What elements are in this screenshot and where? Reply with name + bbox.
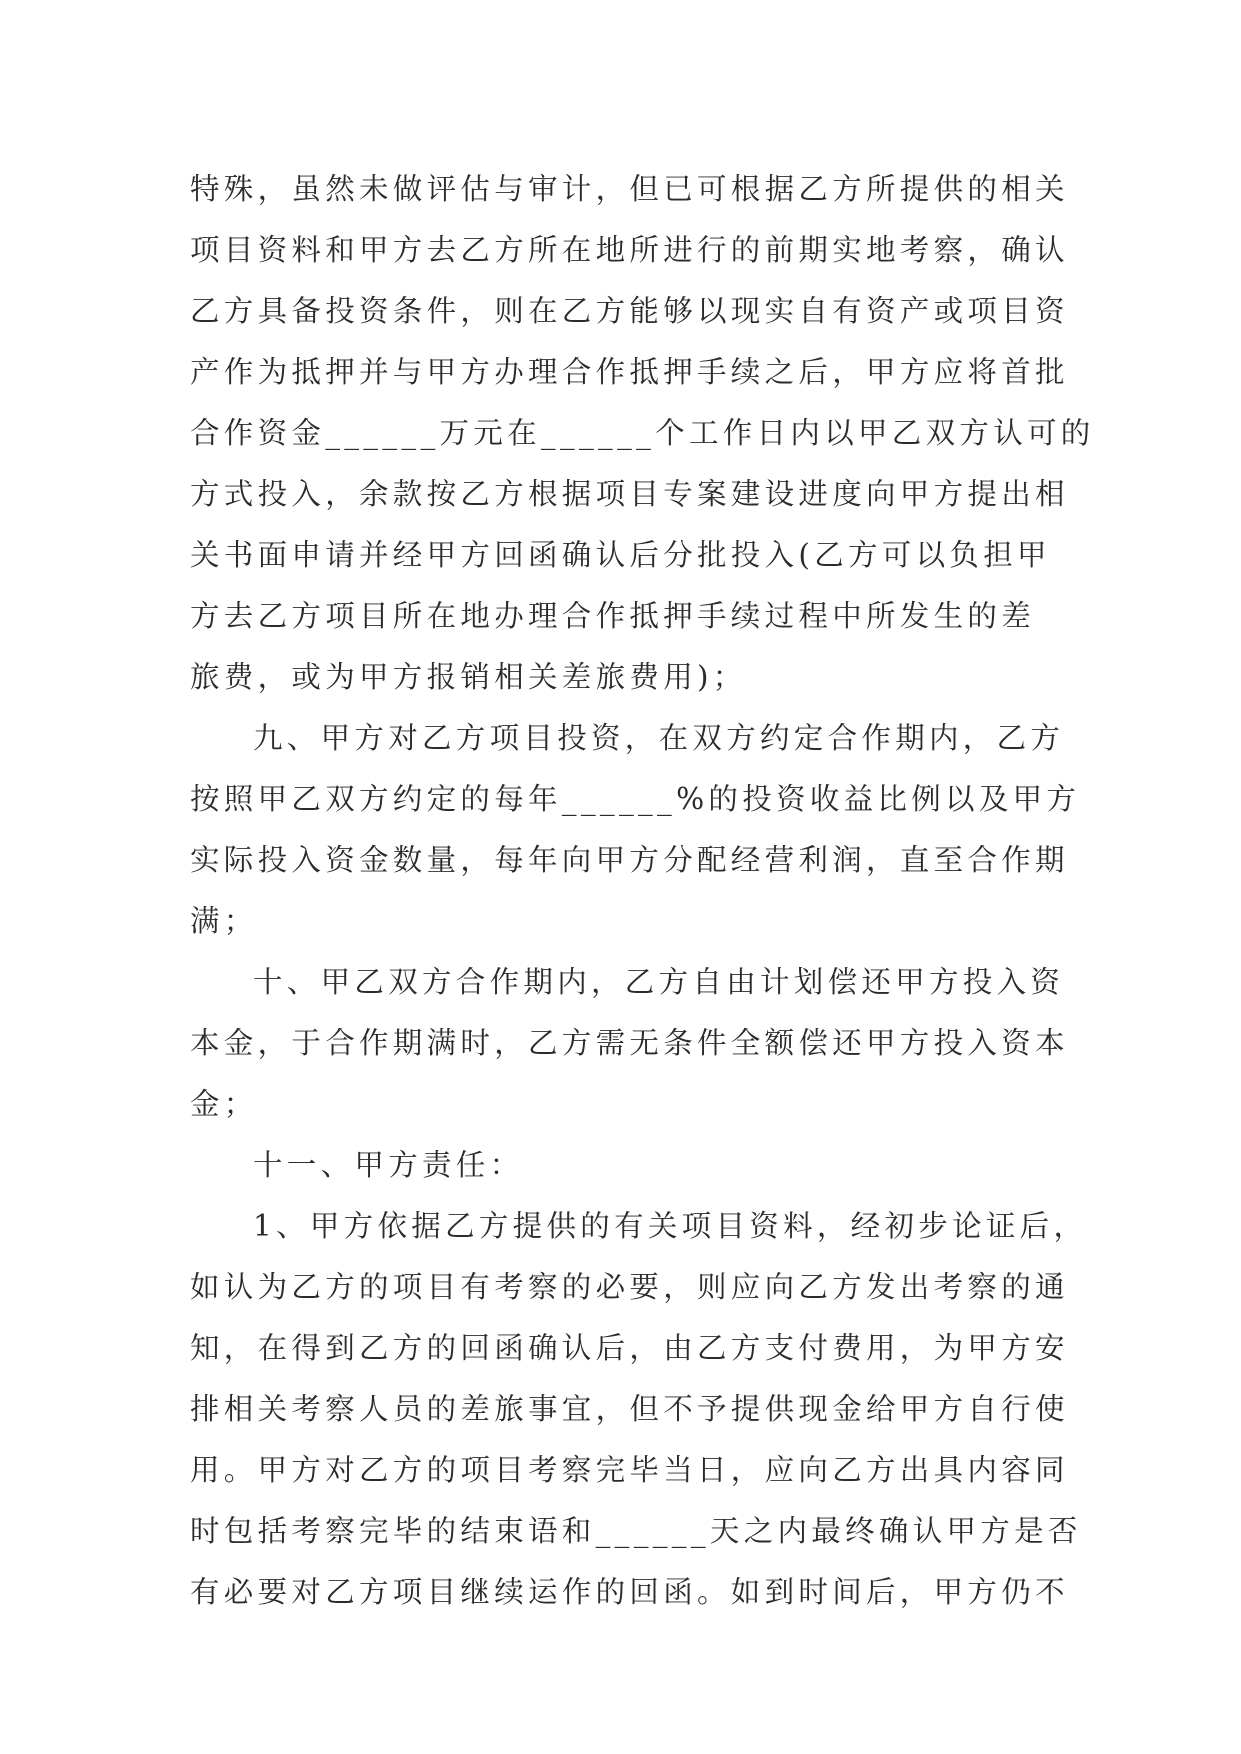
body-text-line: 九、甲方对乙方项目投资，在双方约定合作期内，乙方	[253, 721, 1065, 755]
body-text-line: 用。甲方对乙方的项目考察完毕当日，应向乙方出具内容同	[190, 1453, 1069, 1487]
body-text-line: 时包括考察完毕的结束语和______天之内最终确认甲方是否	[190, 1514, 1082, 1548]
body-text-line: 十一、甲方责任：	[253, 1148, 524, 1182]
body-text-line: 1、甲方依据乙方提供的有关项目资料，经初步论证后，	[253, 1209, 1088, 1243]
body-text-line: 关书面申请并经甲方回函确认后分批投入(乙方可以负担甲	[190, 538, 1051, 572]
body-text-line: 排相关考察人员的差旅事宜，但不予提供现金给甲方自行使	[190, 1392, 1069, 1426]
document-body	[190, 159, 1095, 1623]
body-text-line: 方去乙方项目所在地办理合作抵押手续过程中所发生的差	[190, 599, 1036, 633]
body-text-line: 特殊，虽然未做评估与审计，但已可根据乙方所提供的相关	[190, 172, 1069, 206]
body-text-line: 项目资料和甲方去乙方所在地所进行的前期实地考察，确认	[190, 233, 1069, 267]
body-text-line: 知，在得到乙方的回函确认后，由乙方支付费用，为甲方安	[190, 1331, 1069, 1365]
body-text-line: 金；	[190, 1087, 258, 1121]
body-text-line: 满；	[190, 904, 258, 938]
body-text-line: 产作为抵押并与甲方办理合作抵押手续之后，甲方应将首批	[190, 355, 1069, 389]
body-text-line: 按照甲乙双方约定的每年______%的投资收益比例以及甲方	[190, 782, 1081, 816]
body-text-line: 乙方具备投资条件，则在乙方能够以现实自有资产或项目资	[190, 294, 1069, 328]
body-text-line: 有必要对乙方项目继续运作的回函。如到时间后，甲方仍不	[190, 1575, 1069, 1609]
body-text-line: 本金，于合作期满时，乙方需无条件全额偿还甲方投入资本	[190, 1026, 1069, 1060]
body-text-line: 合作资金______万元在______个工作日内以甲乙双方认可的	[190, 416, 1095, 450]
body-text-line: 方式投入，余款按乙方根据项目专案建设进度向甲方提出相	[190, 477, 1069, 511]
body-text-line: 旅费，或为甲方报销相关差旅费用)；	[190, 660, 747, 694]
body-text-line: 如认为乙方的项目有考察的必要，则应向乙方发出考察的通	[190, 1270, 1069, 1304]
body-text-line: 十、甲乙双方合作期内，乙方自由计划偿还甲方投入资	[253, 965, 1065, 999]
body-text-line: 实际投入资金数量，每年向甲方分配经营利润，直至合作期	[190, 843, 1069, 877]
